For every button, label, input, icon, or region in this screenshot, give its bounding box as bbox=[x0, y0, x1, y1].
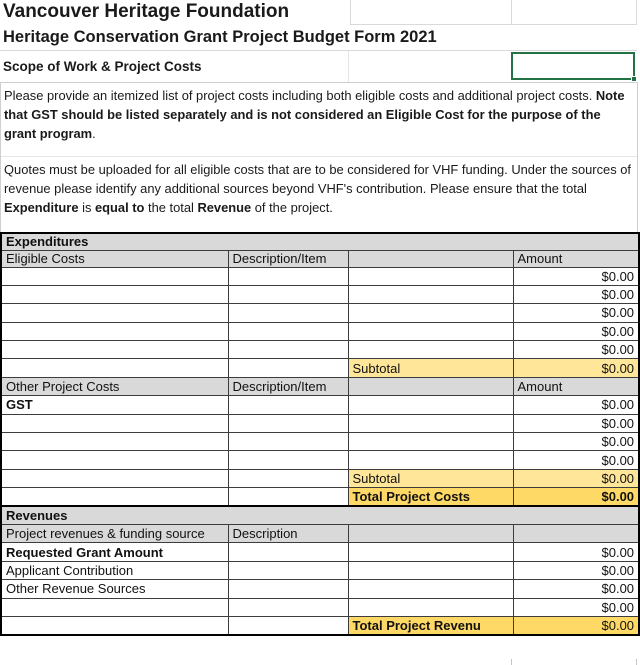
form-title: Heritage Conservation Grant Project Budget Form 2021 bbox=[0, 25, 637, 51]
subtotal-label: Subtotal bbox=[348, 359, 513, 377]
other-costs-header-row bbox=[1, 377, 639, 395]
blank-cell[interactable] bbox=[228, 469, 348, 487]
amount-cell[interactable]: $0.00 bbox=[513, 396, 639, 414]
empty-cell[interactable] bbox=[512, 0, 637, 25]
subtotal-label: Subtotal bbox=[348, 469, 513, 487]
amount-header: Amount bbox=[513, 377, 639, 395]
revenues-section-row bbox=[1, 506, 639, 524]
description-cell[interactable] bbox=[228, 598, 348, 616]
instructions-block bbox=[0, 82, 638, 232]
description-cell[interactable] bbox=[228, 285, 348, 303]
amount-cell[interactable]: $0.00 bbox=[513, 433, 639, 451]
description-cell[interactable] bbox=[228, 561, 348, 579]
blank-cell[interactable] bbox=[348, 322, 513, 340]
amount-cell[interactable]: $0.00 bbox=[513, 580, 639, 598]
intro-p2-s4: of the project. bbox=[251, 200, 333, 215]
revenues-section-label: Revenues bbox=[1, 506, 639, 524]
intro-p1-bold: Note that GST should be listed separately and is not considered an Eligible Cost for the purpose of the grant program bbox=[4, 88, 625, 141]
description-cell[interactable] bbox=[228, 543, 348, 561]
amount-cell[interactable]: $0.00 bbox=[513, 598, 639, 616]
revenue-source-label: Other Revenue Sources bbox=[1, 580, 228, 598]
table-row bbox=[1, 285, 639, 303]
other-costs-header: Other Project Costs bbox=[1, 377, 228, 395]
description-header: Description bbox=[228, 524, 348, 542]
intro-paragraph-1 bbox=[1, 83, 637, 157]
table-row bbox=[1, 267, 639, 285]
table-row bbox=[1, 598, 639, 616]
amount-cell[interactable]: $0.00 bbox=[513, 267, 639, 285]
table-row bbox=[1, 433, 639, 451]
intro-paragraph-2 bbox=[1, 157, 637, 232]
blank-cell[interactable] bbox=[348, 341, 513, 359]
revenue-source-header: Project revenues & funding source bbox=[1, 524, 228, 542]
table-row bbox=[1, 304, 639, 322]
revenue-source-label[interactable] bbox=[1, 598, 228, 616]
description-cell[interactable] bbox=[228, 304, 348, 322]
blank-cell[interactable] bbox=[348, 396, 513, 414]
intro-p2-b2: equal to bbox=[94, 200, 145, 215]
total-project-revenue-row bbox=[1, 616, 639, 634]
blank-cell[interactable] bbox=[1, 469, 228, 487]
description-cell[interactable] bbox=[228, 451, 348, 469]
cost-name-cell[interactable] bbox=[1, 433, 228, 451]
other-revenue-row bbox=[1, 580, 639, 598]
amount-cell[interactable]: $0.00 bbox=[513, 341, 639, 359]
total-revenue-label: Total Project Revenu bbox=[348, 616, 513, 634]
org-title: Vancouver Heritage Foundation bbox=[3, 1, 290, 22]
revenues-header-row bbox=[1, 524, 639, 542]
blank-cell[interactable] bbox=[228, 616, 348, 634]
expenditures-section-row bbox=[1, 233, 639, 250]
blank-cell[interactable] bbox=[348, 451, 513, 469]
blank-cell[interactable] bbox=[348, 414, 513, 432]
eligible-header-row bbox=[1, 250, 639, 267]
amount-cell[interactable]: $0.00 bbox=[513, 543, 639, 561]
gst-label: GST bbox=[1, 396, 228, 414]
amount-cell[interactable]: $0.00 bbox=[513, 304, 639, 322]
description-cell[interactable] bbox=[228, 414, 348, 432]
amount-cell[interactable]: $0.00 bbox=[513, 285, 639, 303]
subtotal-amount: $0.00 bbox=[513, 359, 639, 377]
gst-row bbox=[1, 396, 639, 414]
description-cell[interactable] bbox=[228, 580, 348, 598]
eligible-subtotal-row bbox=[1, 359, 639, 377]
description-cell[interactable] bbox=[228, 396, 348, 414]
gridline-stub bbox=[511, 659, 512, 665]
intro-p2-s1: Quotes must be uploaded for all eligible costs that are to be considered for VHF funding. Under the sources of revenue please identify any additional sources beyond VHF's contribution. Please ensure that the total bbox=[4, 162, 631, 196]
empty-cell[interactable] bbox=[350, 0, 512, 25]
amount-cell[interactable]: $0.00 bbox=[513, 561, 639, 579]
intro-p1-after: . bbox=[92, 126, 96, 141]
amount-cell[interactable]: $0.00 bbox=[513, 451, 639, 469]
blank-cell[interactable] bbox=[348, 561, 513, 579]
total-costs-amount: $0.00 bbox=[513, 488, 639, 506]
table-row bbox=[1, 322, 639, 340]
blank-cell[interactable] bbox=[1, 616, 228, 634]
total-costs-label: Total Project Costs bbox=[348, 488, 513, 506]
cost-name-cell[interactable] bbox=[1, 451, 228, 469]
blank-cell[interactable] bbox=[1, 359, 228, 377]
cost-name-cell[interactable] bbox=[1, 267, 228, 285]
budget-table bbox=[0, 232, 640, 636]
table-row bbox=[1, 341, 639, 359]
blank-header-cell bbox=[348, 524, 513, 542]
blank-header-cell bbox=[348, 250, 513, 267]
intro-p2-b1: Expenditure bbox=[4, 200, 79, 215]
table-row bbox=[1, 414, 639, 432]
intro-p2-s2: is bbox=[78, 200, 95, 215]
blank-cell[interactable] bbox=[348, 285, 513, 303]
amount-header: Amount bbox=[513, 250, 639, 267]
subtotal-amount: $0.00 bbox=[513, 469, 639, 487]
intro-p1-normal: Please provide an itemized list of project costs including both eligible costs and additional project costs. bbox=[4, 88, 596, 103]
intro-p2-b3: Revenue bbox=[197, 200, 252, 215]
intro-p2-s3: the total bbox=[144, 200, 198, 215]
revenue-source-label: Applicant Contribution bbox=[1, 561, 228, 579]
blank-cell[interactable] bbox=[348, 433, 513, 451]
description-cell[interactable] bbox=[228, 267, 348, 285]
total-project-costs-row bbox=[1, 488, 639, 506]
applicant-contribution-row bbox=[1, 561, 639, 579]
description-item-header: Description/Item bbox=[228, 377, 348, 395]
gridline-stub bbox=[636, 659, 637, 665]
blank-cell[interactable] bbox=[1, 488, 228, 506]
selected-cell[interactable] bbox=[511, 52, 635, 80]
blank-cell[interactable] bbox=[228, 359, 348, 377]
description-cell[interactable] bbox=[228, 322, 348, 340]
blank-cell[interactable] bbox=[228, 488, 348, 506]
description-cell[interactable] bbox=[228, 341, 348, 359]
blank-cell[interactable] bbox=[348, 304, 513, 322]
blank-header-cell bbox=[513, 524, 639, 542]
requested-grant-row bbox=[1, 543, 639, 561]
blank-cell[interactable] bbox=[348, 580, 513, 598]
blank-cell[interactable] bbox=[348, 598, 513, 616]
cost-name-cell[interactable] bbox=[1, 322, 228, 340]
total-revenue-amount: $0.00 bbox=[513, 616, 639, 634]
blank-header-cell bbox=[348, 377, 513, 395]
cost-name-cell[interactable] bbox=[1, 285, 228, 303]
cost-name-cell[interactable] bbox=[1, 341, 228, 359]
cost-name-cell[interactable] bbox=[1, 304, 228, 322]
blank-cell[interactable] bbox=[348, 543, 513, 561]
other-subtotal-row bbox=[1, 469, 639, 487]
blank-cell[interactable] bbox=[348, 267, 513, 285]
amount-cell[interactable]: $0.00 bbox=[513, 322, 639, 340]
description-item-header: Description/Item bbox=[228, 250, 348, 267]
expenditures-section-label: Expenditures bbox=[1, 233, 639, 250]
section-title: Scope of Work & Project Costs bbox=[0, 51, 349, 82]
table-row bbox=[1, 451, 639, 469]
description-cell[interactable] bbox=[228, 433, 348, 451]
cost-name-cell[interactable] bbox=[1, 414, 228, 432]
requested-grant-label: Requested Grant Amount bbox=[1, 543, 228, 561]
eligible-costs-header: Eligible Costs bbox=[1, 250, 228, 267]
amount-cell[interactable]: $0.00 bbox=[513, 414, 639, 432]
